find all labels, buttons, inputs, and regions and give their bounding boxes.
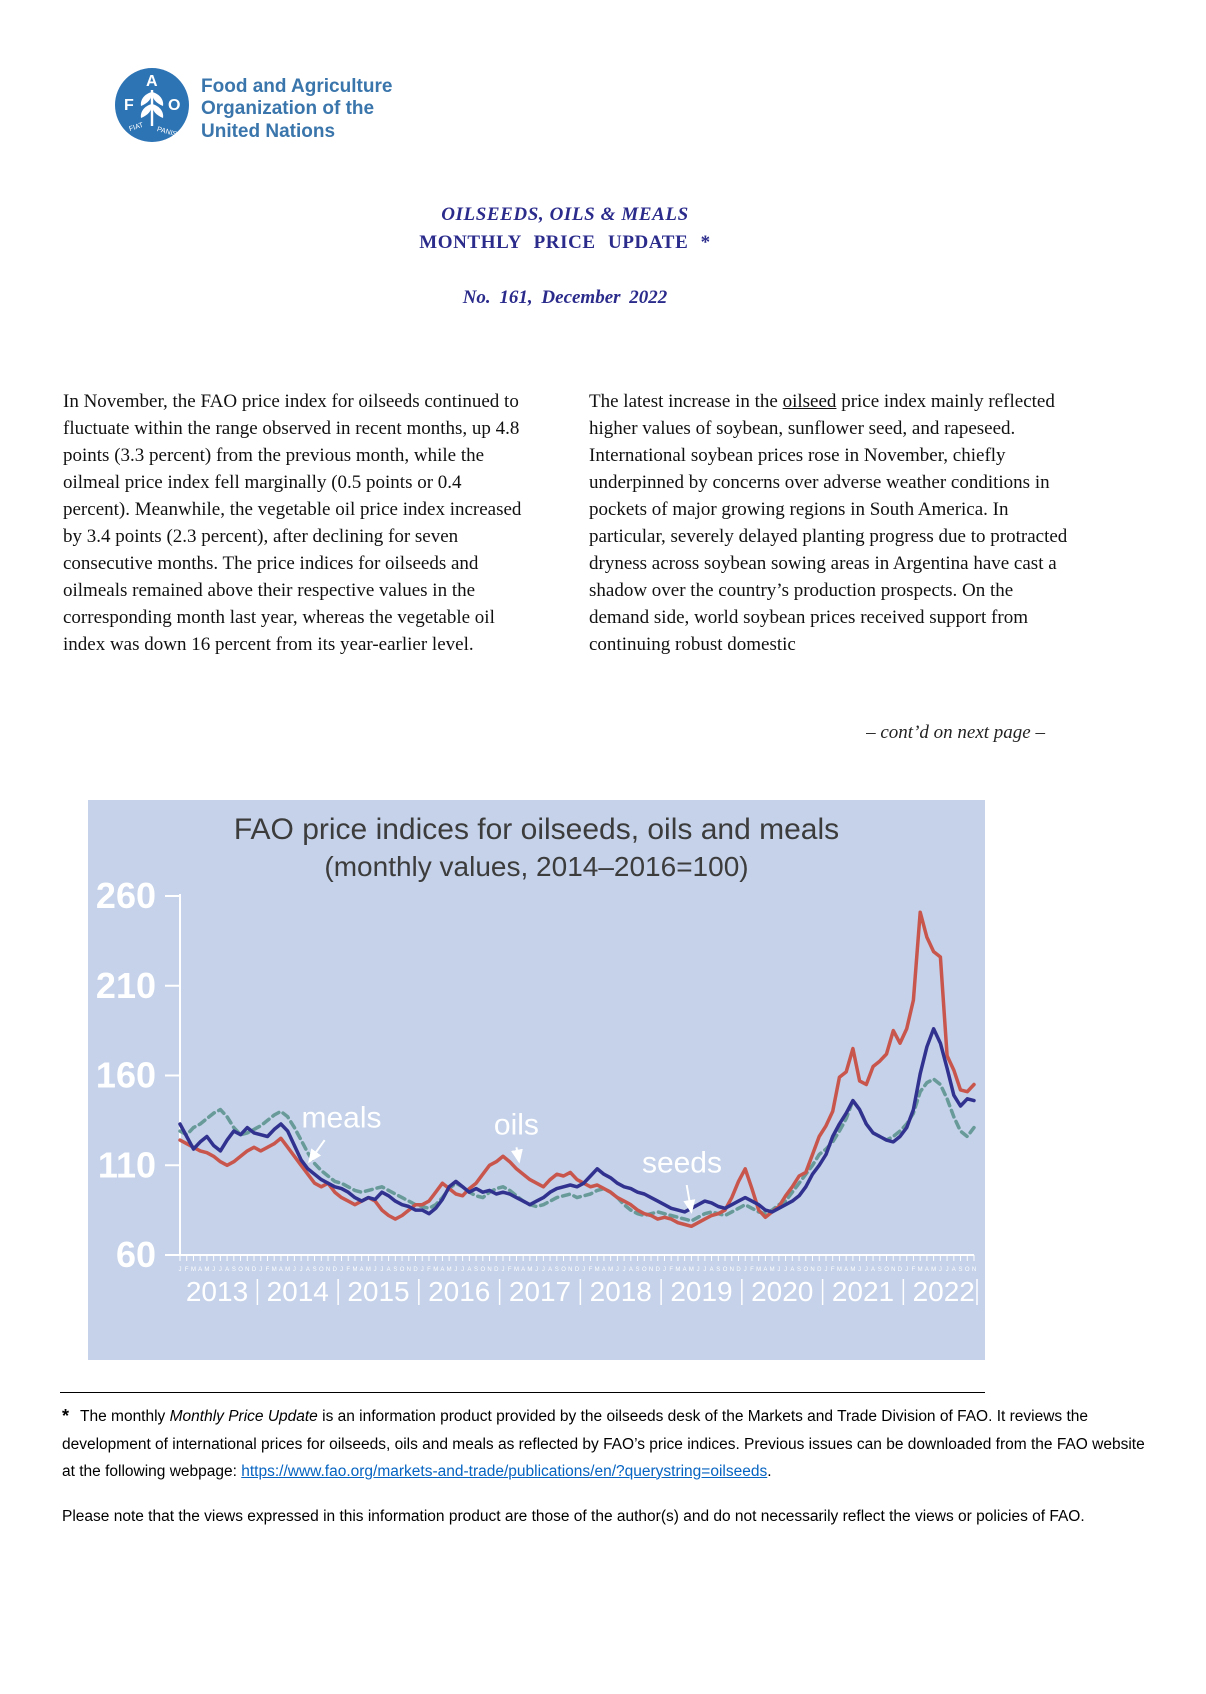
svg-text:2019: 2019 [670, 1276, 733, 1307]
svg-text:M: M [285, 1267, 291, 1273]
svg-text:N: N [406, 1267, 411, 1273]
svg-text:O: O [318, 1267, 324, 1273]
svg-text:J: J [905, 1267, 909, 1273]
right-column-pre: The latest increase in the [589, 391, 783, 412]
svg-text:S: S [312, 1267, 317, 1273]
svg-text:J: J [535, 1267, 539, 1273]
fao-letter-f: F [124, 97, 134, 114]
doc-title-block [0, 204, 1130, 309]
footnote-link[interactable]: https://www.fao.org/markets-and-trade/publications/en/?querystring=oilseeds [241, 1462, 768, 1480]
svg-text:M: M [917, 1267, 923, 1273]
org-name-line-3: United Nations [201, 120, 336, 142]
org-name [201, 76, 392, 143]
svg-text:J: J [777, 1267, 781, 1273]
svg-text:J: J [696, 1267, 700, 1273]
svg-text:D: D [897, 1267, 903, 1273]
org-name-line-2: Organization of the [201, 98, 375, 120]
svg-text:A: A [709, 1267, 714, 1273]
chart-subtitle: (monthly values, 2014–2016=100) [324, 851, 749, 882]
svg-text:A: A [305, 1267, 310, 1273]
svg-text:S: S [474, 1267, 479, 1273]
footnote-2: Please note that the views expressed in this information product are those of the author(s) and do not necessarily reflect the views or policies of FAO. [62, 1508, 1085, 1525]
svg-text:S: S [716, 1267, 721, 1273]
svg-text:A: A [844, 1267, 849, 1273]
doc-title-line1: OILSEEDS, OILS & MEALS [441, 204, 689, 225]
svg-text:A: A [790, 1267, 795, 1273]
svg-text:F: F [750, 1267, 754, 1273]
footnote-1 [62, 1401, 1148, 1485]
svg-text:O: O [561, 1267, 566, 1273]
price-chart [88, 800, 985, 1360]
svg-text:2014: 2014 [266, 1276, 329, 1307]
svg-text:J: J [938, 1267, 942, 1273]
svg-text:J: J [864, 1267, 868, 1273]
svg-text:J: J [945, 1267, 949, 1273]
svg-text:A: A [763, 1267, 768, 1273]
svg-text:160: 160 [95, 1054, 156, 1096]
svg-text:M: M [204, 1267, 210, 1273]
right-column-underlined-word: oilseed [782, 391, 837, 412]
svg-text:A: A [628, 1267, 633, 1273]
price-chart-svg [88, 800, 985, 1360]
right-column-post: price index mainly reflected higher values of soybean, sunflower seed, and rapeseed. International soybean prices rose in November, chiefly underpinned by concerns over adverse weather conditions in pockets of major growing regions in South America. In particular, severely delayed planting progress due to protracted dryness across soybean sowing areas in Argentina have cast a shadow over the country’s production prospects. On the demand side, world soybean prices received support from continuing robust domestic [589, 391, 1068, 655]
svg-text:N: N [810, 1267, 815, 1273]
svg-text:J: J [743, 1267, 747, 1273]
svg-text:A: A [467, 1267, 472, 1273]
svg-text:2021: 2021 [831, 1276, 895, 1307]
svg-text:S: S [231, 1267, 236, 1273]
series-line-oils [180, 912, 974, 1226]
svg-text:S: S [958, 1267, 963, 1273]
svg-text:A: A [548, 1267, 553, 1273]
svg-text:J: J [582, 1267, 586, 1273]
footnote-1-mid: is an information product provided by the oilseeds desk of the Markets and Trade Division of FAO. It reviews the development of international prices for oilseeds, oils and meals as reflected by FAO’s price indices. Previous issues can be downloaded from the FAO website at the following webpage: [62, 1408, 1145, 1480]
svg-text:2017: 2017 [508, 1276, 572, 1307]
svg-text:O: O [722, 1267, 728, 1273]
svg-text:N: N [487, 1267, 492, 1273]
svg-text:J: J [373, 1267, 377, 1273]
svg-text:J: J [541, 1267, 545, 1273]
svg-text:M: M [931, 1267, 937, 1273]
fao-fiat-text: FIAT [128, 121, 145, 134]
svg-text:F: F [427, 1267, 431, 1273]
svg-text:J: J [420, 1267, 424, 1273]
svg-text:F: F [184, 1267, 189, 1273]
svg-text:A: A [924, 1267, 929, 1273]
svg-text:A: A [682, 1267, 687, 1273]
svg-text:F: F [346, 1267, 351, 1273]
svg-text:2022: 2022 [912, 1276, 975, 1307]
svg-text:F: F [911, 1267, 916, 1273]
svg-text:F: F [669, 1267, 674, 1273]
svg-text:A: A [521, 1267, 526, 1273]
svg-text:D: D [251, 1267, 257, 1273]
svg-text:S: S [797, 1267, 802, 1273]
svg-text:110: 110 [97, 1144, 156, 1186]
svg-text:N: N [971, 1267, 977, 1273]
svg-text:M: M [513, 1267, 519, 1273]
svg-text:O: O [238, 1267, 243, 1273]
svg-text:2013: 2013 [185, 1276, 249, 1307]
fao-panis-text: PANIS [156, 126, 178, 139]
svg-text:J: J [784, 1267, 788, 1273]
svg-text:A: A [871, 1267, 876, 1273]
fao-logo [113, 66, 191, 144]
svg-text:A: A [278, 1267, 283, 1273]
org-name-line-1: Food and Agriculture [201, 76, 393, 97]
svg-text:D: D [413, 1267, 418, 1273]
svg-text:O: O [399, 1267, 405, 1273]
svg-text:S: S [635, 1267, 640, 1273]
svg-text:M: M [190, 1267, 196, 1273]
svg-text:2015: 2015 [347, 1276, 410, 1307]
svg-text:A: A [440, 1267, 445, 1273]
issue-line: No. 161, December 2022 [462, 287, 668, 308]
svg-text:N: N [648, 1267, 654, 1273]
svg-text:N: N [245, 1267, 250, 1273]
svg-text:J: J [858, 1267, 862, 1273]
fao-letter-o: O [168, 97, 181, 114]
svg-text:D: D [332, 1267, 337, 1273]
svg-text:O: O [803, 1267, 809, 1273]
svg-text:N: N [568, 1267, 573, 1273]
svg-text:J: J [212, 1267, 216, 1273]
svg-text:D: D [494, 1267, 499, 1273]
svg-text:M: M [675, 1267, 681, 1273]
svg-text:M: M [756, 1267, 762, 1273]
svg-text:D: D [817, 1267, 822, 1273]
svg-text:M: M [688, 1267, 694, 1273]
svg-text:A: A [386, 1267, 391, 1273]
svg-text:J: J [218, 1267, 222, 1273]
svg-text:60: 60 [115, 1234, 156, 1275]
series-label-seeds: seeds [641, 1146, 723, 1180]
svg-text:S: S [393, 1267, 398, 1273]
svg-text:J: J [501, 1267, 505, 1273]
svg-text:M: M [365, 1267, 371, 1273]
svg-text:M: M [594, 1267, 600, 1273]
svg-text:M: M [446, 1267, 452, 1273]
svg-text:J: J [299, 1267, 303, 1273]
svg-text:2018: 2018 [589, 1276, 652, 1307]
svg-text:J: J [339, 1267, 343, 1273]
svg-text:A: A [359, 1267, 364, 1273]
svg-text:N: N [891, 1267, 896, 1273]
svg-text:M: M [850, 1267, 856, 1273]
svg-text:J: J [615, 1267, 619, 1273]
svg-text:J: J [622, 1267, 626, 1273]
fao-letter-a: A [146, 73, 158, 90]
svg-text:M: M [527, 1267, 533, 1273]
doc-title-line2: MONTHLY PRICE UPDATE * [419, 232, 711, 253]
svg-text:O: O [884, 1267, 889, 1273]
right-column [589, 389, 1068, 659]
footnote-1-italic-title: Monthly Price Update [169, 1408, 318, 1425]
svg-text:O: O [964, 1267, 970, 1273]
footnote-1-pre: The monthly [80, 1408, 170, 1425]
svg-text:A: A [951, 1267, 956, 1273]
svg-text:260: 260 [95, 875, 156, 916]
svg-text:N: N [729, 1267, 734, 1273]
svg-text:O: O [641, 1267, 647, 1273]
svg-text:J: J [259, 1267, 263, 1273]
footnote-asterisk: * [62, 1406, 70, 1426]
svg-text:O: O [480, 1267, 486, 1273]
svg-text:2020: 2020 [751, 1276, 814, 1307]
svg-text:M: M [836, 1267, 842, 1273]
footnote-rule [60, 1392, 985, 1393]
svg-text:J: J [454, 1267, 458, 1273]
svg-text:S: S [877, 1267, 882, 1273]
svg-text:J: J [824, 1267, 828, 1273]
svg-text:A: A [198, 1267, 203, 1273]
series-label-oils: oils [493, 1108, 539, 1142]
svg-text:M: M [352, 1267, 358, 1273]
svg-text:D: D [736, 1267, 741, 1273]
svg-text:M: M [769, 1267, 775, 1273]
svg-text:F: F [507, 1267, 512, 1273]
svg-text:S: S [554, 1267, 559, 1273]
svg-text:J: J [380, 1267, 384, 1273]
svg-text:F: F [588, 1267, 593, 1273]
svg-text:J: J [703, 1267, 707, 1273]
svg-text:J: J [461, 1267, 465, 1273]
svg-text:J: J [178, 1267, 182, 1273]
svg-text:D: D [655, 1267, 660, 1273]
left-column: In November, the FAO price index for oilseeds continued to fluctuate within the range observed in recent months, up 4.8 points (3.3 percent) from the previous month, while the oilmeal price index fell marginally (0.5 points or 0.4 percent). Meanwhile, the vegetable oil price index increased by 3.4 points (2.3 percent), after declining for seven consecutive months. The price indices for oilseeds and oilmeals remained above their respective values in the corresponding month last year, whereas the vegetable oil index was down 16 percent from its year-earlier level. [63, 391, 522, 655]
svg-text:M: M [608, 1267, 614, 1273]
chart-title: FAO price indices for oilseeds, oils and meals [233, 813, 840, 846]
svg-text:M: M [433, 1267, 439, 1273]
contd-note: – cont’d on next page – [866, 722, 1045, 743]
article-columns [63, 389, 1068, 659]
svg-text:J: J [292, 1267, 296, 1273]
svg-text:F: F [830, 1267, 835, 1273]
svg-text:N: N [325, 1267, 331, 1273]
svg-text:M: M [271, 1267, 277, 1273]
svg-text:J: J [662, 1267, 666, 1273]
svg-text:A: A [601, 1267, 606, 1273]
svg-text:D: D [574, 1267, 580, 1273]
svg-text:A: A [225, 1267, 230, 1273]
svg-text:2016: 2016 [428, 1276, 491, 1307]
svg-text:210: 210 [95, 964, 156, 1006]
series-label-meals: meals [301, 1101, 382, 1135]
svg-text:F: F [265, 1267, 270, 1273]
footnote-1-tail: . [767, 1462, 772, 1480]
